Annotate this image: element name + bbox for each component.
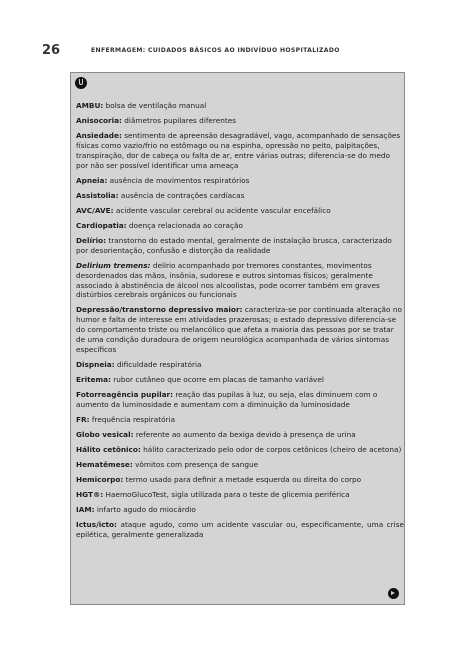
glossary-definition: ausência de movimentos respiratórios [107, 175, 250, 185]
glossary-start-icon [75, 77, 87, 89]
glossary-entry [76, 305, 404, 354]
glossary-entry [76, 116, 404, 126]
glossary-term: Dispneia: [76, 359, 115, 369]
glossary-entry [76, 390, 404, 410]
glossary-definition: rubor cutâneo que ocorre em placas de tamanho variável [110, 374, 324, 384]
glossary-entry [76, 176, 404, 186]
glossary-term: Anisocoria: [76, 116, 122, 126]
continue-arrow-icon [388, 588, 399, 599]
glossary-definition: reação das pupilas à luz, ou seja, elas diminuem com o aumento da luminosidade e aumentam com a diminuição da luminosidade [76, 389, 378, 409]
glossary-definition: referente ao aumento da bexiga devido à presença de urina [133, 429, 356, 439]
glossary-term: Ictus/icto: [76, 520, 117, 530]
glossary-definition: transtorno do estado mental, geralmente de instalação brusca, caracterizado por desorientação, confusão e distorção da realidade [76, 236, 392, 255]
glossary-entry [76, 520, 404, 540]
glossary-term: Apneia: [76, 175, 108, 185]
glossary-entries [76, 101, 404, 545]
glossary-entry [76, 221, 404, 231]
glossary-definition: frequência respiratória [89, 414, 176, 424]
glossary-entry [76, 131, 404, 170]
glossary-term: Hematêmese: [76, 460, 133, 470]
page-number: 26 [42, 43, 61, 58]
glossary-term: Globo vesical: [76, 429, 134, 439]
glossary-definition: HaemoGlucoTest, sigla utilizada para o teste de glicemia periférica [103, 490, 350, 500]
glossary-definition: bolsa de ventilação manual [103, 101, 207, 110]
glossary-definition: ausência de contrações cardíacas [118, 190, 245, 200]
glossary-term: Fotorreagência pupilar: [76, 389, 174, 399]
running-head: ENFERMAGEM: CUIDADOS BÁSICOS AO INDIVÍDUO HOSPITALIZADO [91, 47, 340, 54]
glossary-definition: caracteriza-se por continuada alteração no humor e falta de interesse em atividades prazerosas; o estado depressivo diferencia-se do comportamento triste ou melancólico que afeta a maioria das pessoas por se tratar de uma condição duradoura de origem neurológica acompanhada de vários sintomas específicos [76, 305, 402, 354]
glossary-term: HGT®: [76, 490, 104, 500]
glossary-definition: acidente vascular cerebral ou acidente vascular encefálico [113, 205, 331, 215]
glossary-definition: ataque agudo, como um acidente vascular ou, especificamente, uma crise epilética, geralmente generalizada [76, 520, 404, 540]
glossary-term: Delirium tremens: [76, 260, 151, 270]
glossary-definition: vômitos com presença de sangue [132, 460, 259, 470]
glossary-entry [76, 191, 404, 201]
glossary-term: Delírio: [76, 236, 107, 246]
glossary-definition: infarto agudo do miocárdio [94, 505, 196, 515]
glossary-term: Ansiedade: [76, 131, 122, 141]
glossary-entry [76, 375, 404, 385]
glossary-entry [76, 206, 404, 216]
glossary-term: AVC/AVE: [76, 205, 114, 215]
glossary-term: FR: [76, 414, 90, 424]
glossary-definition: hálito caracterizado pelo odor de corpos cetônicos (cheiro de acetona) [140, 444, 402, 454]
glossary-entry [76, 360, 404, 370]
glossary-entry [76, 490, 404, 500]
glossary-definition: termo usado para definir a metade esquerda ou direita do corpo [123, 475, 362, 485]
glossary-term: Hemicorpo: [76, 475, 124, 485]
glossary-entry [76, 415, 404, 425]
glossary-term: Eritema: [76, 374, 111, 384]
glossary-definition: doença relacionada ao coração [126, 220, 243, 230]
glossary-definition: delírio acompanhado por tremores constantes, movimentos desordenados das mãos, insônia, sudorese e outros sintomas físicos; geralmente associado à abstinência de álcool nos alcoolistas, pode ocorrer também em graves distúrbios cerebrais orgânicos ou funcionais [76, 260, 380, 300]
glossary-entry [76, 445, 404, 455]
glossary-definition: dificuldade respiratória [114, 359, 202, 369]
glossary-entry [76, 236, 404, 256]
glossary-entry [76, 505, 404, 515]
glossary-entry [76, 430, 404, 440]
glossary-term: Assistolia: [76, 190, 119, 200]
glossary-term: Hálito cetônico: [76, 444, 141, 454]
glossary-term: AMBU: [76, 101, 104, 110]
glossary-entry [76, 261, 404, 300]
glossary-term: Depressão/transtorno depressivo maior: [76, 305, 243, 315]
glossary-definition: diâmetros pupilares diferentes [121, 116, 237, 126]
glossary-definition: sentimento de apreensão desagradável, vago, acompanhado de sensações físicas como vazio/frio no estômago ou na espinha, opressão no peito, palpitações, transpiração, dor de cabeça ou falta de ar, entre várias outras; diferencia-se do medo por não ser possível identificar uma ameaça [76, 131, 401, 170]
glossary-entry [76, 460, 404, 470]
glossary-term: Cardiopatia: [76, 220, 127, 230]
glossary-term: IAM: [76, 505, 95, 515]
glossary-entry [76, 101, 404, 111]
glossary-entry [76, 475, 404, 485]
glossary-box [70, 72, 405, 605]
